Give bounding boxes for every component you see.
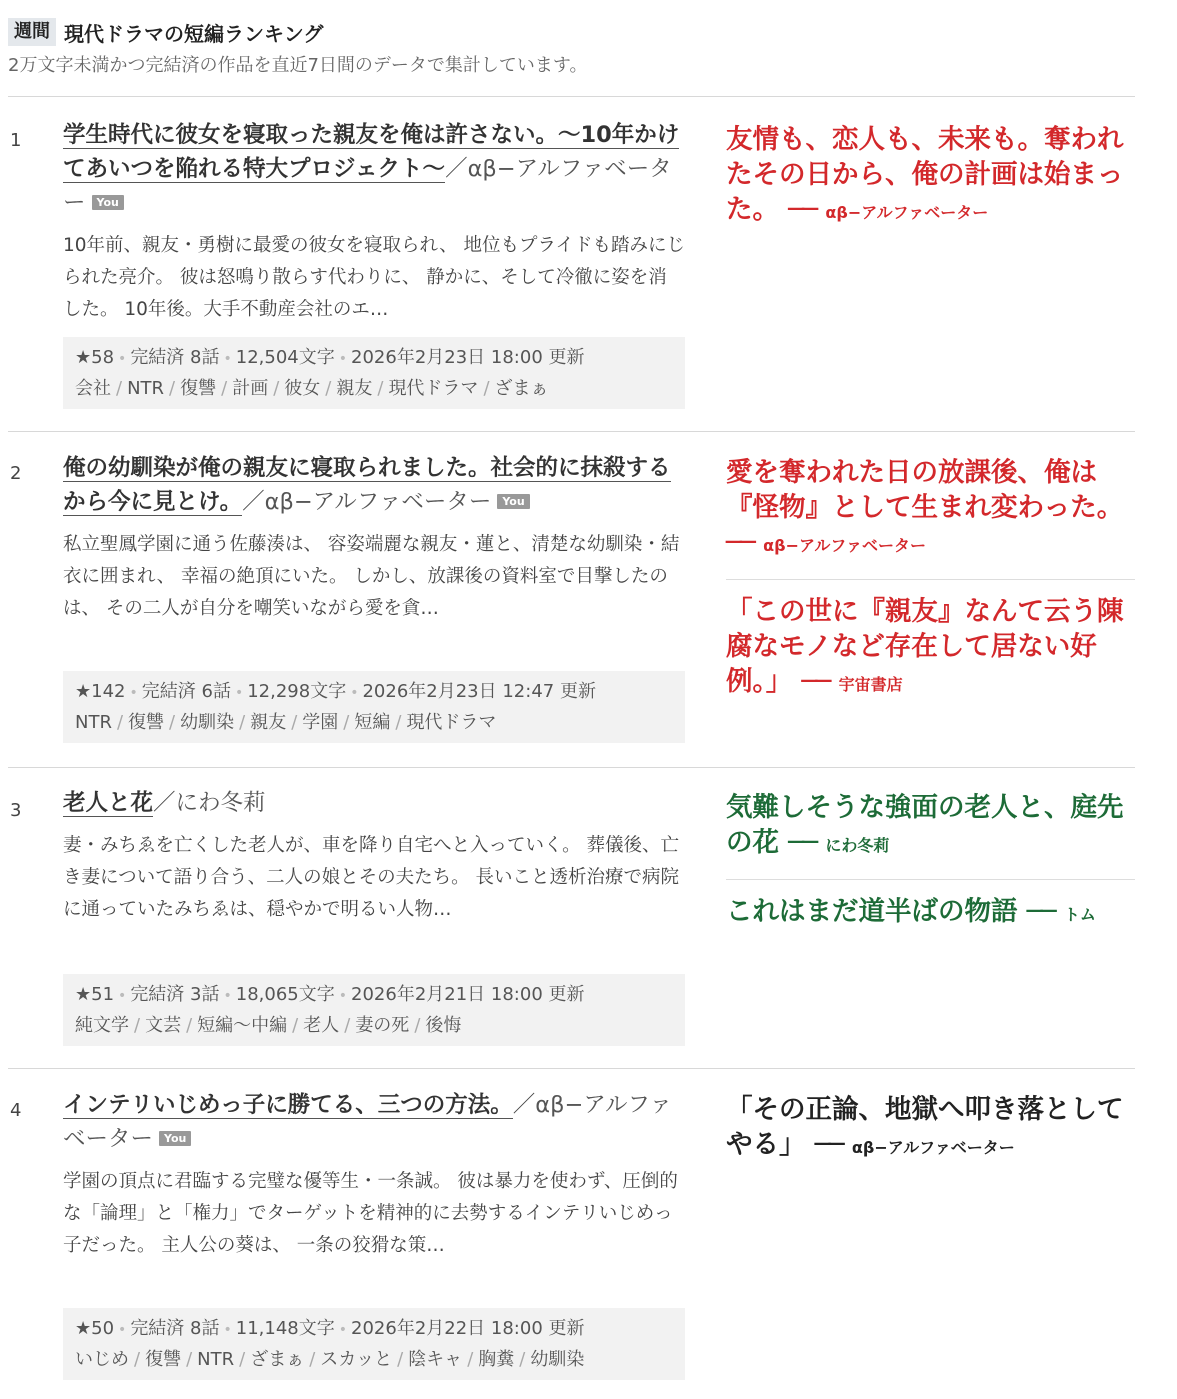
review-catchphrase[interactable]: 「この世に『親友』なんて云う陳腐なモノなど存在して居ない好例。」 ── 宇宙書店 bbox=[726, 596, 1124, 697]
period-badge[interactable]: 週間 bbox=[8, 18, 56, 46]
review-list bbox=[726, 455, 1135, 702]
updated: 2026年2月23日 12:47 更新 bbox=[362, 681, 596, 702]
tag[interactable]: 現代ドラマ bbox=[388, 378, 479, 399]
review-catchphrase[interactable]: 友情も、恋人も、未来も。奪われたその日から、俺の計画は始まった。 ── αβ−アルファベーター bbox=[726, 124, 1124, 225]
synopsis: 私立聖鳳学園に通う佐藤湊は、 容姿端麗な親友・蓮と、清楚な幼馴染・結衣に囲まれ、 幸福の絶頂にいた。 しかし、放課後の資料室で目撃したのは、 その二人が自分を嘲笑いながら愛を貪… bbox=[63, 534, 680, 619]
reviewer-name[interactable]: αβ−アルファベーター bbox=[851, 1138, 1015, 1157]
tag[interactable]: ざまぁ bbox=[494, 378, 549, 399]
meta-box bbox=[63, 974, 685, 1046]
author-link[interactable]: にわ冬莉 bbox=[175, 790, 266, 816]
tag[interactable]: 復讐 bbox=[180, 378, 217, 399]
tag-list: 会社 / NTR / 復讐 / 計画 / 彼女 / 親友 / 現代ドラマ / ざまぁ bbox=[75, 378, 549, 399]
tag[interactable]: 短編〜中編 bbox=[197, 1015, 288, 1036]
tag[interactable]: 文芸 bbox=[145, 1015, 182, 1036]
tag-list: 純文学 / 文芸 / 短編〜中編 / 老人 / 妻の死 / 後悔 bbox=[75, 1015, 462, 1036]
tag[interactable]: 幼馴染 bbox=[180, 712, 235, 733]
tag[interactable]: 純文学 bbox=[75, 1015, 129, 1036]
divider bbox=[8, 1068, 1135, 1069]
tag[interactable]: NTR bbox=[197, 1349, 235, 1370]
meta-line: ★58 • 完結済 8話 • 12,504文字 • 2026年2月23日 18:00 更新 bbox=[75, 347, 585, 368]
meta-line: ★50 • 完結済 8話 • 11,148文字 • 2026年2月22日 18:00 更新 bbox=[75, 1318, 585, 1339]
tag-list: いじめ / 復讐 / NTR / ざまぁ / スカッと / 陰キャ / 胸糞 / 幼馴染 bbox=[75, 1349, 585, 1370]
status: 完結済 6話 bbox=[141, 681, 231, 702]
tag[interactable]: 親友 bbox=[336, 378, 373, 399]
rank-number: 4 bbox=[10, 1100, 22, 1121]
reviewer-name[interactable]: αβ−アルファベーター bbox=[763, 536, 927, 555]
work-title-line: 俺の幼馴染が俺の親友に寝取られました。社会的に抹殺するから今に見とけ。／αβ−アルファベーター You bbox=[63, 455, 671, 515]
tag[interactable]: 現代ドラマ bbox=[406, 712, 497, 733]
tag[interactable]: 復讐 bbox=[145, 1349, 182, 1370]
work-title-link[interactable]: 俺の幼馴染が俺の親友に寝取られました。社会的に抹殺するから今に見とけ。 bbox=[63, 455, 671, 515]
review-divider bbox=[726, 879, 1135, 880]
tag[interactable]: いじめ bbox=[75, 1349, 129, 1370]
tag-list: NTR / 復讐 / 幼馴染 / 親友 / 学園 / 短編 / 現代ドラマ bbox=[75, 712, 497, 733]
char-count: 12,298文字 bbox=[247, 681, 347, 702]
you-badge: You bbox=[92, 195, 124, 210]
review-catchphrase[interactable]: 気難しそうな強面の老人と、庭先の花 ── にわ冬莉 bbox=[726, 792, 1124, 858]
star-count: ★142 bbox=[75, 681, 126, 702]
rank-number: 3 bbox=[10, 800, 22, 821]
status: 完結済 8話 bbox=[130, 1318, 220, 1339]
tag[interactable]: 計画 bbox=[232, 378, 269, 399]
tag[interactable]: 幼馴染 bbox=[530, 1349, 585, 1370]
meta-line: ★142 • 完結済 6話 • 12,298文字 • 2026年2月23日 12:47 更新 bbox=[75, 681, 596, 702]
tag[interactable]: 老人 bbox=[303, 1015, 340, 1036]
synopsis: 10年前、親友・勇樹に最愛の彼女を寝取られ、 地位もプライドも踏みにじられた亮介。 彼は怒鳴り散らす代わりに、 静かに、そして冷徹に姿を消した。 10年後。大手不動産会社のエ… bbox=[63, 235, 685, 320]
review-list bbox=[726, 122, 1135, 230]
updated: 2026年2月21日 18:00 更新 bbox=[351, 984, 585, 1005]
status: 完結済 3話 bbox=[130, 984, 220, 1005]
meta-box bbox=[63, 671, 685, 743]
reviewer-name[interactable]: αβ−アルファベーター bbox=[825, 203, 989, 222]
status: 完結済 8話 bbox=[130, 347, 220, 368]
tag[interactable]: 学園 bbox=[302, 712, 339, 733]
tag[interactable]: NTR bbox=[127, 378, 165, 399]
divider bbox=[8, 96, 1135, 97]
divider bbox=[8, 767, 1135, 768]
rank-number: 2 bbox=[10, 463, 22, 484]
star-count: ★58 bbox=[75, 347, 115, 368]
review-list bbox=[726, 1092, 1135, 1165]
star-count: ★50 bbox=[75, 1318, 115, 1339]
star-count: ★51 bbox=[75, 984, 115, 1005]
work-title-link[interactable]: インテリいじめっ子に勝てる、三つの方法。 bbox=[63, 1092, 513, 1118]
work-title-line: インテリいじめっ子に勝てる、三つの方法。／αβ−アルファベーター You bbox=[63, 1092, 672, 1152]
review-list bbox=[726, 790, 1135, 932]
reviewer-name[interactable]: トム bbox=[1063, 905, 1096, 924]
tag[interactable]: ざまぁ bbox=[250, 1349, 305, 1370]
author-link[interactable]: αβ−アルファベーター bbox=[63, 1092, 672, 1152]
reviewer-name[interactable]: にわ冬莉 bbox=[825, 836, 890, 855]
work-title-link[interactable]: 学生時代に彼女を寝取った親友を俺は許さない。〜10年かけてあいつを陥れる特大プロジェクト〜 bbox=[63, 122, 680, 182]
synopsis: 学園の頂点に君臨する完璧な優等生・一条誠。 彼は暴力を使わず、圧倒的な「論理」と「権力」でターゲットを精神的に去勢するインテリいじめっ子だった。 主人公の葵は、 一条の狡猾な策… bbox=[63, 1171, 678, 1256]
you-badge: You bbox=[159, 1131, 191, 1146]
updated: 2026年2月22日 18:00 更新 bbox=[351, 1318, 585, 1339]
author-link[interactable]: αβ−アルファベーター bbox=[264, 489, 492, 515]
char-count: 11,148文字 bbox=[235, 1318, 335, 1339]
tag[interactable]: 彼女 bbox=[284, 378, 321, 399]
meta-line: ★51 • 完結済 3話 • 18,065文字 • 2026年2月21日 18:00 更新 bbox=[75, 984, 585, 1005]
synopsis: 妻・みちゑを亡くした老人が、車を降り自宅へと入っていく。 葬儀後、亡き妻について語り合う、二人の娘とその夫たち。 長いこと透析治療で病院に通っていたみちゑは、穏やかで明るい人物… bbox=[63, 835, 680, 920]
review-catchphrase[interactable]: これはまだ道半ばの物語 ── トム bbox=[726, 896, 1096, 927]
tag[interactable]: 後悔 bbox=[425, 1015, 462, 1036]
work-title-line: 老人と花／にわ冬莉 bbox=[63, 790, 266, 816]
tag[interactable]: 親友 bbox=[250, 712, 287, 733]
author-link[interactable]: αβ−アルファベーター bbox=[63, 156, 672, 216]
tag[interactable]: 妻の死 bbox=[355, 1015, 410, 1036]
tag[interactable]: 復讐 bbox=[128, 712, 165, 733]
reviewer-name[interactable]: 宇宙書店 bbox=[838, 675, 903, 694]
meta-box bbox=[63, 337, 685, 409]
tag[interactable]: 陰キャ bbox=[408, 1349, 463, 1370]
ranking-description: 2万文字未満かつ完結済の作品を直近7日間のデータで集計しています。 bbox=[8, 55, 588, 76]
tag[interactable]: NTR bbox=[75, 712, 112, 733]
updated: 2026年2月23日 18:00 更新 bbox=[351, 347, 585, 368]
meta-box bbox=[63, 1308, 685, 1380]
review-divider bbox=[726, 579, 1135, 580]
tag[interactable]: 短編 bbox=[354, 712, 391, 733]
page-title: 現代ドラマの短編ランキング bbox=[64, 21, 324, 46]
ranking-header bbox=[8, 0, 1135, 79]
tag[interactable]: スカッと bbox=[320, 1349, 393, 1370]
work-title-line: 学生時代に彼女を寝取った親友を俺は許さない。〜10年かけてあいつを陥れる特大プロジェクト〜／αβ−アルファベーター You bbox=[63, 122, 680, 216]
char-count: 12,504文字 bbox=[235, 347, 335, 368]
char-count: 18,065文字 bbox=[235, 984, 335, 1005]
rank-number: 1 bbox=[10, 130, 22, 151]
tag[interactable]: 会社 bbox=[75, 378, 111, 399]
work-title-link[interactable]: 老人と花 bbox=[63, 790, 154, 816]
you-badge: You bbox=[497, 494, 529, 509]
review-catchphrase[interactable]: 「その正論、地獄へ叩き落としてやる」 ── αβ−アルファベーター bbox=[726, 1094, 1124, 1160]
divider bbox=[8, 431, 1135, 432]
review-catchphrase[interactable]: 愛を奪われた日の放課後、俺は『怪物』として生まれ変わった。 ── αβ−アルファベーター bbox=[726, 457, 1124, 558]
tag[interactable]: 胸糞 bbox=[478, 1349, 515, 1370]
